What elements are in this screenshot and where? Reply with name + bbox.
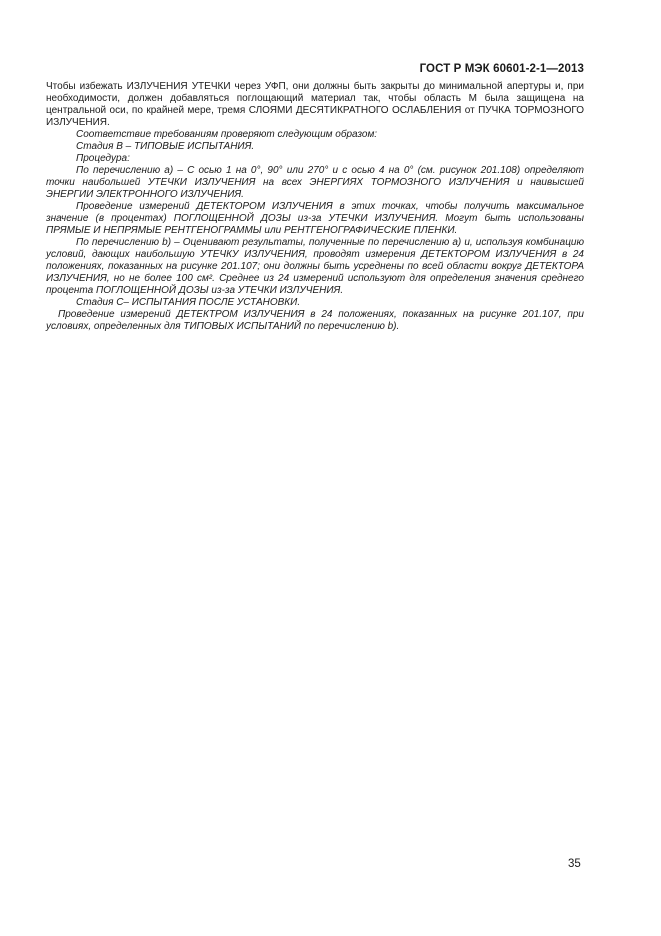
paragraph-stage-b: Стадия В – ТИПОВЫЕ ИСПЫТАНИЯ. [76, 141, 255, 152]
paragraph-measurements: Проведение измерений ДЕТЕКТОРОМ ИЗЛУЧЕНИЯ в этих точках, чтобы получить максимальное значение (в процентах) ПОГЛОЩЕННОЙ ДОЗЫ из-за УТЕЧКИ ИЗЛУЧЕНИЯ. Могут быть использованы ПРЯМЫЕ И НЕПРЯМЫЕ РЕНТГЕНОГРАММЫ или РЕНТГЕНОГРАФИЧЕСКИЕ ПЛЕНКИ. [46, 201, 584, 236]
paragraph-leakage-radiation: Чтобы избежать ИЗЛУЧЕНИЯ УТЕЧКИ через УФП, они должны быть закрыты до минимальной апертуры и, при необходимости, должен добавляться поглощающий материал так, чтобы область M была защищена на центральной оси, по крайней мере, тремя СЛОЯМИ ДЕСЯТИКРАТНОГО ОСЛАБЛЕНИЯ от ПУЧКА ТОРМОЗНОГО ИЗЛУЧЕНИЯ. [46, 81, 584, 128]
paragraph-stage-c-measurements: Проведение измерений ДЕТЕКТРОМ ИЗЛУЧЕНИЯ в 24 положениях, показанных на рисунке 201.107, при условиях, определенных для ТИПОВЫХ ИСПЫТАНИЙ по перечислению b). [46, 309, 584, 332]
paragraph-compliance: Соответствие требованиям проверяют следующим образом: [76, 129, 378, 140]
paragraph-stage-c: Стадия С– ИСПЫТАНИЯ ПОСЛЕ УСТАНОВКИ. [76, 297, 301, 308]
paragraph-item-a: По перечислению а) – С осью 1 на 0°, 90° или 270° и с осью 4 на 0° (см. рисунок 201.108) определяют точки наибольшей УТЕЧКИ ИЗЛУЧЕНИЯ на всех ЭНЕРГИЯХ ТОРМОЗНОГО ИЗЛУЧЕНИЯ и наивысшей ЭНЕРГИИ ЭЛЕКТРОННОГО ИЗЛУЧЕНИЯ. [46, 165, 584, 200]
paragraph-item-b: По перечислению b) – Оцениваюm результаты, полученные по перечислению а) и, используя комбинацию условий, дающих наибольшую УТЕЧКУ ИЗЛУЧЕНИЯ, проводят измерения ДЕТЕКТОРОМ ИЗЛУЧЕНИЯ в 24 положениях, показанных на рисунке 201.107; они должны быть усреднены по всей области вокруг ДЕТЕКТОРА ИЗЛУЧЕНИЯ, но не более 100 см². Среднее из 24 измерений используют для определения значения среднего процента ПОГЛОЩЕННОЙ ДОЗЫ из-за УТЕЧКИ ИЗЛУЧЕНИЯ. [46, 237, 584, 296]
standard-number-header: ГОСТ Р МЭК 60601-2-1—2013 [419, 63, 584, 75]
page-number: 35 [568, 858, 581, 870]
body-text [46, 81, 584, 333]
paragraph-procedure: Процедура: [76, 153, 130, 164]
